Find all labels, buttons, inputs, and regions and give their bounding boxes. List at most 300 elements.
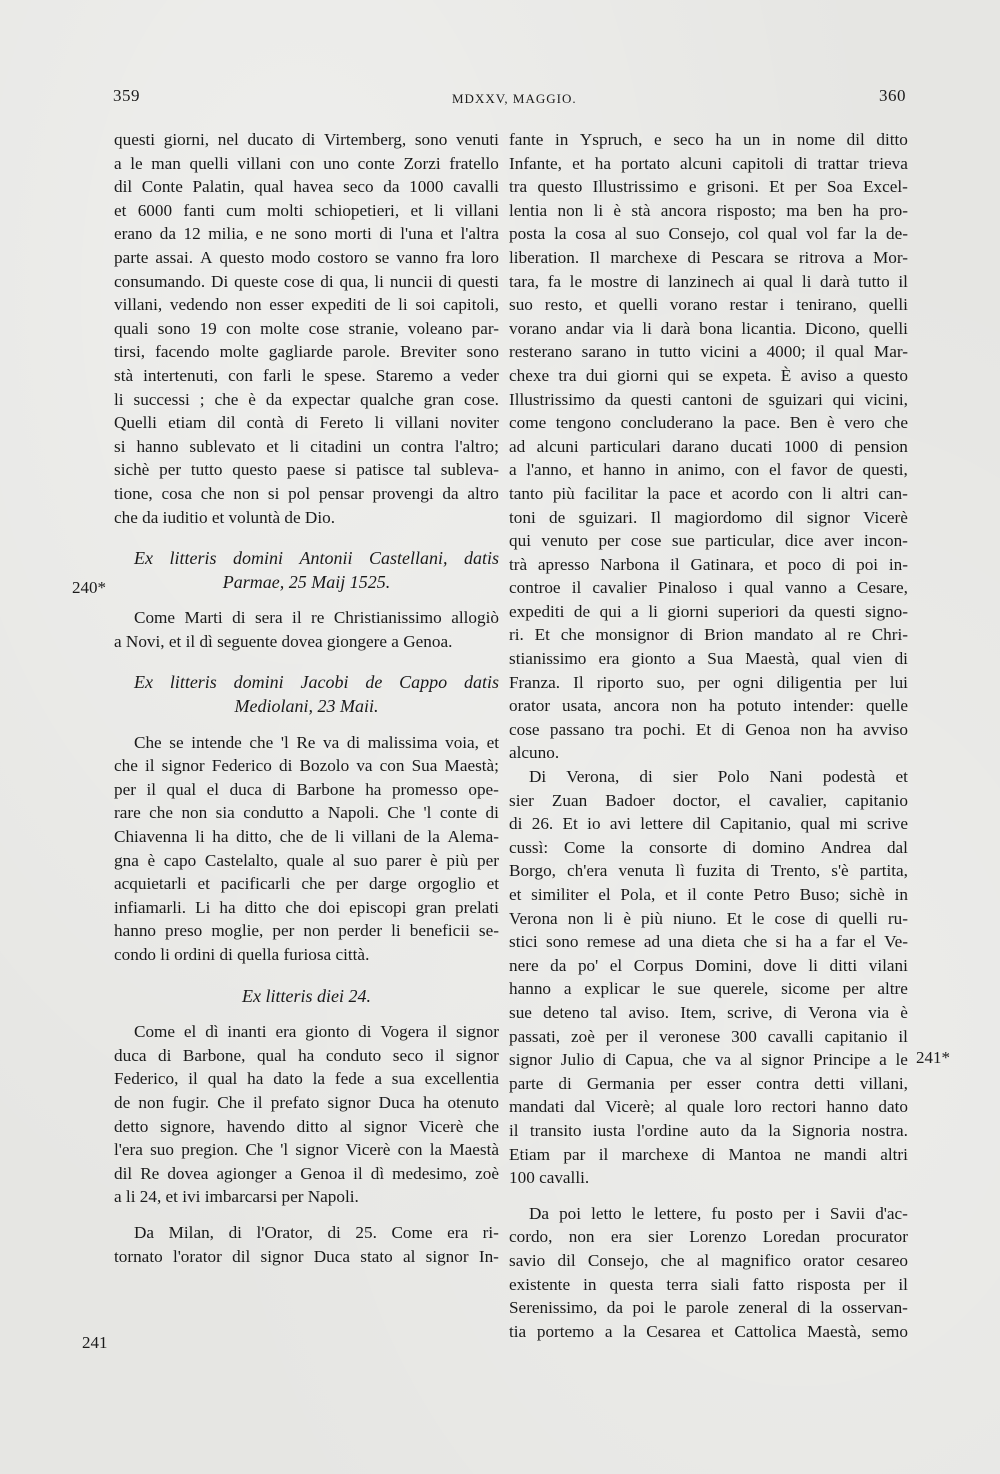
word: cose (283, 271, 315, 291)
word: gagliarde (268, 342, 333, 362)
word: ancora (660, 200, 707, 220)
word: modo (271, 247, 311, 267)
text-line (114, 1138, 499, 1162)
word: di (894, 649, 908, 669)
word: a (509, 460, 517, 480)
word: 19 (199, 318, 217, 338)
text-line (114, 1221, 499, 1245)
word: ai (742, 271, 755, 291)
word: Duca (378, 1092, 415, 1112)
word: e (255, 224, 264, 244)
word: di (815, 908, 829, 928)
word: al (696, 1250, 710, 1270)
word: altre (877, 979, 908, 999)
paragraph-gap (114, 529, 499, 547)
word: di (646, 271, 660, 291)
word: lettere, (654, 1203, 702, 1223)
word: in (583, 1274, 597, 1294)
word: bona (699, 318, 733, 338)
word: andar (565, 318, 604, 338)
word: doi (318, 897, 341, 917)
word: Mor- (873, 247, 908, 267)
word: costoro (317, 247, 368, 267)
word: Li (195, 897, 211, 917)
word: favor (790, 460, 828, 480)
word: questo (219, 247, 265, 267)
word: Germania (586, 1073, 655, 1093)
text-line (114, 896, 499, 920)
word: seco (392, 1045, 424, 1065)
word: che (301, 874, 326, 894)
word: tutto (659, 342, 691, 362)
section-heading: Ex litteris diei 24. (242, 985, 371, 1006)
word: et (764, 554, 778, 574)
word: Che (217, 1092, 245, 1112)
word: parer (386, 850, 422, 870)
word: a (855, 247, 863, 267)
word: cosa (575, 224, 606, 244)
word: Corpus (633, 955, 684, 975)
word: sier (509, 790, 534, 810)
word: dui (585, 365, 608, 385)
word: veder (460, 365, 499, 385)
word: e (688, 177, 697, 197)
word: Barbone, (182, 1045, 246, 1065)
word: il (434, 1045, 445, 1065)
word: de (365, 672, 383, 693)
word: se (774, 247, 789, 267)
word: vanno (784, 578, 827, 598)
word: conte (706, 885, 744, 904)
word: Bozolo (299, 756, 350, 776)
word: da (159, 224, 176, 244)
word: gna (114, 850, 139, 870)
word: a (687, 649, 696, 669)
word: è (623, 908, 631, 928)
word: cose. (464, 389, 499, 409)
word: la (647, 483, 660, 503)
word: li (603, 908, 614, 928)
word: Breviter (400, 342, 457, 362)
text-line: condo li ordini di quella furiosa città. (114, 945, 370, 964)
word: l'Orator, (256, 1222, 313, 1242)
word: ducati (730, 436, 773, 456)
word: licantia. (741, 318, 797, 338)
word: a (284, 1163, 293, 1183)
word: Conte (141, 177, 183, 197)
word: con (289, 153, 315, 173)
word: promesso (391, 779, 458, 799)
word: poi (559, 1203, 582, 1223)
word: aviso. (628, 1002, 670, 1022)
word: Come (134, 1022, 176, 1042)
word: tia (509, 1321, 527, 1341)
word: alcuni (680, 153, 723, 173)
word: per (114, 779, 136, 799)
text-line (509, 1202, 908, 1226)
word: si (267, 483, 280, 503)
word: era (447, 1222, 469, 1242)
word: li (374, 271, 384, 291)
word: il (292, 608, 302, 628)
text-line (509, 128, 908, 152)
text-line (114, 293, 499, 317)
word: Verona (509, 908, 558, 928)
word: et (440, 224, 453, 244)
word: come (509, 413, 547, 433)
word: erano (114, 224, 153, 244)
word: a (846, 365, 854, 385)
section-heading (114, 547, 499, 571)
word: datis (463, 672, 499, 693)
word: veronese (659, 1026, 721, 1046)
word: via (868, 1002, 890, 1022)
word: Cappo (399, 672, 448, 693)
word: s'è (831, 861, 849, 881)
word: far (836, 224, 856, 244)
word: pace (668, 483, 701, 503)
word: di (701, 1144, 716, 1164)
word: conduto (325, 1045, 382, 1065)
word: Marti (184, 608, 223, 628)
word: se- (478, 921, 499, 941)
word: resto, (544, 295, 583, 315)
text-line (509, 671, 908, 695)
text-line (509, 789, 908, 813)
word: ri. (509, 625, 524, 645)
word: grisoni. (706, 177, 759, 197)
word: portato (621, 153, 670, 173)
word: perder (338, 921, 383, 941)
word: di (797, 1298, 811, 1318)
word: rare (114, 803, 141, 823)
word: Che (134, 732, 162, 752)
word: le (663, 1298, 677, 1318)
text-line (509, 765, 908, 789)
text-line (509, 718, 908, 742)
text-line (114, 1162, 499, 1186)
margin-note-241-right: 241* (916, 1048, 950, 1067)
word: Il (573, 672, 584, 692)
word: Ex (134, 672, 153, 693)
word: usata, (561, 696, 602, 716)
word: di (327, 1222, 341, 1242)
word: et (197, 874, 210, 894)
word: diligentia (776, 672, 842, 692)
word: el (183, 1022, 197, 1042)
word: giorni (617, 365, 659, 385)
word: l'orator (172, 1246, 222, 1266)
word: di (509, 814, 523, 834)
text-line (509, 364, 908, 388)
word: che (682, 1050, 707, 1070)
text-line (509, 694, 908, 718)
word: excellentia (424, 1069, 499, 1089)
word: la (312, 1069, 326, 1089)
word: milia, (208, 224, 248, 244)
text-line (114, 128, 499, 152)
word: lettere (640, 814, 684, 834)
word: Da (529, 1203, 550, 1223)
word: vero (844, 413, 875, 433)
word: gionto (631, 649, 676, 669)
word: il (146, 779, 157, 799)
word: tornato (114, 1246, 163, 1266)
word: et (711, 1321, 724, 1341)
word: suo (353, 850, 378, 870)
word: de (836, 460, 853, 480)
word: sublevato (189, 436, 256, 456)
word: si (775, 932, 788, 952)
word: il (898, 271, 908, 291)
word: de (742, 389, 759, 409)
word: contra (400, 436, 444, 456)
text-line (509, 977, 908, 1001)
word: di (793, 153, 808, 173)
word: signor (761, 1050, 805, 1070)
word: a (374, 1069, 382, 1089)
word: che (200, 483, 225, 503)
word: procurator (836, 1227, 908, 1247)
word: Genoa (745, 719, 791, 739)
word: et (410, 200, 423, 220)
word: tra (614, 719, 633, 739)
word: qual (744, 578, 774, 598)
word: facendo (155, 342, 210, 362)
word: magnifico (721, 1250, 791, 1270)
word: non (557, 200, 584, 220)
text-line (509, 222, 908, 246)
word: Et (534, 625, 550, 645)
word: liberation. (509, 247, 580, 267)
word: che (285, 897, 310, 917)
text-line (509, 506, 908, 530)
word: ha (715, 130, 732, 149)
text-line (509, 246, 908, 270)
word: per (863, 1274, 886, 1294)
word: Petro (753, 885, 790, 904)
word: nere (509, 955, 539, 975)
word: darà (820, 271, 850, 291)
word: il (353, 1163, 363, 1183)
word: villani (395, 413, 440, 433)
word: trattar (817, 153, 859, 173)
word: fatto (752, 1274, 784, 1294)
text-line: 100 cavalli. (509, 1168, 590, 1188)
word: dì (370, 1163, 385, 1183)
text-line (509, 199, 908, 223)
word: qui (832, 389, 855, 409)
word: non (303, 921, 330, 941)
word: cavalier, (768, 790, 827, 810)
word: di (831, 554, 846, 574)
word: Brion (704, 625, 744, 645)
word: per (842, 979, 865, 999)
word: trieva (868, 153, 908, 173)
word: expediti (509, 601, 565, 621)
right-text-column (509, 128, 908, 1343)
word: tara, (509, 271, 540, 291)
word: per (476, 850, 499, 870)
word: che (249, 732, 274, 752)
word: Mantoa (728, 1144, 781, 1164)
word: di (358, 1022, 372, 1042)
text-line (114, 919, 499, 943)
word: qualche (360, 389, 414, 409)
word: li (398, 295, 408, 315)
word: litteris (169, 672, 217, 693)
word: tal (413, 460, 431, 480)
word: lanzinech (668, 271, 734, 291)
word: con (225, 318, 251, 338)
word: con (787, 483, 813, 503)
word: più (446, 850, 469, 870)
word: auto (699, 1120, 730, 1140)
word: in- (888, 554, 908, 574)
page-number-right: 360 (879, 86, 906, 105)
word: da (265, 389, 283, 409)
word: incon- (863, 531, 908, 551)
word: in (771, 130, 786, 149)
word: di (320, 271, 334, 291)
word: va (714, 1050, 732, 1070)
word: ope- (468, 779, 499, 799)
paragraph-gap (114, 719, 499, 731)
word: Cattolica (734, 1321, 797, 1341)
word: apresso (537, 554, 590, 574)
word: episcopi (349, 897, 407, 917)
word: li (822, 483, 832, 503)
word: signor (806, 507, 850, 527)
text-line (509, 1072, 908, 1096)
word: et (572, 153, 585, 173)
word: d'ac- (875, 1203, 908, 1223)
word: Napoli. (327, 803, 379, 823)
word: le (569, 271, 583, 291)
word: 4000; (766, 342, 806, 362)
word: si (334, 460, 347, 480)
word: 25. (355, 1222, 377, 1242)
word: di (679, 625, 694, 645)
word: Badoer (605, 790, 655, 810)
word: venuti (456, 130, 499, 149)
word: al (614, 224, 628, 244)
word: intertenuti, (143, 365, 219, 385)
word: da (606, 1298, 624, 1318)
word: dovea (167, 1163, 209, 1183)
word: ha (708, 696, 726, 716)
word: querele, (713, 979, 769, 999)
word: con (734, 460, 760, 480)
word: Et (695, 719, 712, 739)
text-line (509, 1249, 908, 1273)
word: per (669, 1073, 692, 1093)
text-line: a li 24, et ivi imbarcarsi per Napoli. (114, 1187, 359, 1207)
word: de (374, 295, 391, 315)
text-line (114, 1091, 499, 1115)
word: tengono (555, 413, 612, 433)
word: le (301, 365, 315, 385)
word: detto (114, 1116, 149, 1136)
word: Infante, (509, 153, 562, 173)
word: il (144, 756, 155, 776)
word: Il (589, 247, 601, 267)
word: facilitar (584, 483, 638, 503)
word: trà (509, 554, 528, 574)
word: 26. (531, 814, 554, 834)
word: Ex (134, 548, 153, 569)
word: noviter (450, 413, 499, 433)
word: qual (763, 271, 794, 291)
word: Pinaloso (657, 578, 718, 598)
word: quali (114, 318, 149, 338)
word: li (642, 318, 652, 338)
word: da (383, 177, 400, 197)
word: Maestà; (444, 756, 499, 776)
word: duca (229, 779, 263, 799)
word: ne (794, 1144, 811, 1164)
word: 'l (280, 1140, 289, 1160)
paragraph-gap (114, 1008, 499, 1020)
word: el (863, 932, 876, 952)
word: par- (471, 318, 499, 338)
word: si (114, 436, 126, 456)
word: poi (632, 1298, 655, 1318)
word: ditto (244, 897, 277, 917)
word: et (581, 460, 594, 480)
word: marchexe (621, 1144, 689, 1164)
word: li (334, 827, 345, 847)
word: Maestà, (807, 1321, 862, 1341)
word: quelli (868, 318, 908, 338)
word: nuncii (389, 271, 433, 291)
word: di (687, 247, 701, 267)
word: che (475, 1116, 499, 1136)
word: pensar (318, 483, 364, 503)
word: suo (635, 224, 660, 244)
word: hanno (136, 436, 179, 456)
word: Maestà (449, 1140, 499, 1160)
text-line (509, 435, 908, 459)
text-line (509, 1273, 908, 1297)
word: risposto; (716, 200, 777, 220)
word: de (549, 507, 566, 527)
word: Trento, (770, 861, 821, 881)
word: stà (631, 200, 651, 220)
word: citadini (310, 436, 362, 456)
word: tra (558, 365, 577, 385)
word: il (898, 1274, 908, 1294)
word: Serenissimo, (509, 1298, 598, 1318)
left-text-column (114, 128, 499, 1268)
word: domino (752, 837, 805, 857)
word: scrive (866, 814, 908, 834)
word: toni (509, 507, 536, 527)
word: se (169, 732, 184, 752)
text-line (114, 340, 499, 364)
word: non (233, 483, 260, 503)
word: resterano (509, 342, 572, 362)
word: ma (786, 200, 808, 220)
word: lentia (509, 200, 548, 220)
word: duca (114, 1045, 147, 1065)
word: il (437, 1022, 448, 1042)
text-line (114, 801, 499, 825)
word: ditto (296, 1116, 329, 1136)
word: non (235, 295, 262, 315)
word: io (587, 814, 601, 834)
word: qui (599, 601, 622, 621)
